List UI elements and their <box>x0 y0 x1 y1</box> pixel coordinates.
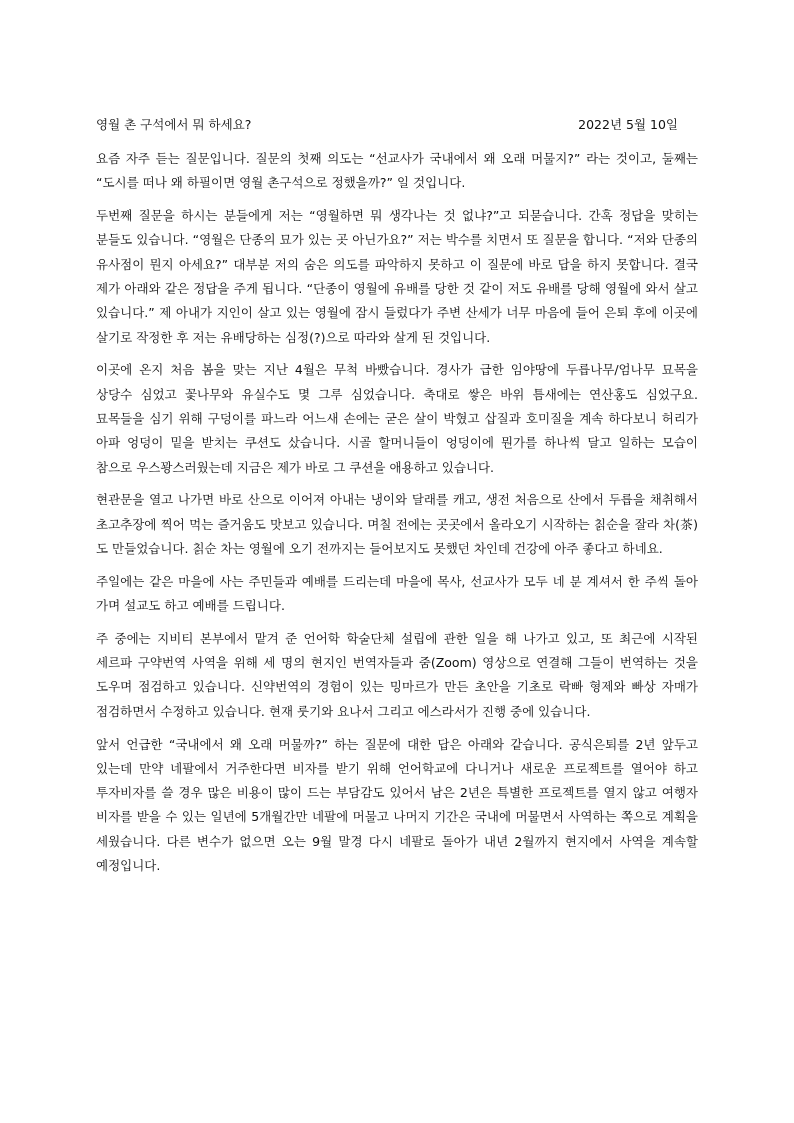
letter-date: 2022년 5월 10일 <box>578 117 678 132</box>
paragraph-2: 두번째 질문을 하시는 분들에게 저는 “영월하면 뭐 생각나는 것 없냐?”고 되묻습니다. 간혹 정답을 맞히는 분들도 있습니다. “영월은 단종의 묘가 있는 곳 아닌가요?” 저는 박수를 치면서 또 질문을 합니다. “저와 단종의 유사점이 뭔지 아세요?” 대부분 저의 숨은 의도를 파악하지 못하고 이 질문에 바로 답을 하지 못합니다. 결국 제가 아래와 같은 정답을 주게 됩니다. “단종이 영월에 유배를 당한 것 같이 저도 유배를 당해 영월에 와서 살고 있습니다.” 제 아내가 지인이 살고 있는 영월에 잠시 들렀다가 주변 산세가 너무 마음에 들어 은퇴 후에 이곳에 살기로 작정한 후 저는 유배당하는 심정(?)으로 따라와 살게 된 것입니다. <box>96 208 698 345</box>
letter-title: 영월 촌 구석에서 뭐 하세요? <box>96 117 252 132</box>
paragraph-3: 이곳에 온지 처음 봄을 맞는 지난 4월은 무척 바빴습니다. 경사가 급한 임야땅에 두릅나무/엄나무 묘목을 상당수 심었고 꽃나무와 유실수도 몇 그루 심었습니다. 축대로 쌓은 바위 틈새에는 연산홍도 심었구요. 묘목들을 심기 위해 구덩이를 파느라 어느새 손에는 굳은 살이 박혔고 삽질과 호미질을 계속 하다보니 허리가 아파 엉덩이 밑을 받치는 쿠션도 샀습니다. 시골 할머니들이 엉덩이에 뭔가를 하나씩 달고 일하는 모습이 참으로 우스꽝스러웠는데 지금은 제가 바로 그 쿠션을 애용하고 있습니다. <box>96 362 698 475</box>
letter-header <box>96 113 698 137</box>
paragraph-7: 앞서 언급한 “국내에서 왜 오래 머물까?” 하는 질문에 대한 답은 아래와 같습니다. 공식은퇴를 2년 앞두고 있는데 만약 네팔에서 거주한다면 비자를 받기 위해 언어학교에 다니거나 새로운 프로젝트를 열어야 하고 투자비자를 쓸 경우 많은 비용이 많이 드는 부담감도 있어서 남은 2년은 특별한 프로젝트를 열지 않고 여행자 비자를 받을 수 있는 일년에 5개월간만 네팔에 머물고 나머지 기간은 국내에 머물면서 사역하는 쪽으로 계획을 세웠습니다. 다른 변수가 없으면 오는 9월 말경 다시 네팔로 돌아가 내년 2월까지 현지에서 사역을 계속할 예정입니다. <box>96 736 698 874</box>
paragraph-5: 주일에는 같은 마을에 사는 주민들과 예배를 드리는데 마을에 목사, 선교사가 모두 네 분 계셔서 한 주씩 돌아 가며 설교도 하고 예배를 드립니다. <box>96 573 698 614</box>
paragraph-4: 현관문을 열고 나가면 바로 산으로 이어져 아내는 냉이와 달래를 캐고, 생전 처음으로 산에서 두릅을 채취해서 초고추장에 찍어 먹는 즐거움도 맛보고 있습니다. 며칠 전에는 곳곳에서 올라오기 시작하는 칡순을 잘라 차(茶)도 만들었습니다. 칡순 차는 영월에 오기 전까지는 들어보지도 못했던 차인데 건강에 아주 좋다고 하네요. <box>96 492 698 556</box>
letter-page <box>96 113 698 887</box>
paragraph-1: 요즘 자주 듣는 질문입니다. 질문의 첫째 의도는 “선교사가 국내에서 왜 오래 머물지?” 라는 것이고, 둘째는 “도시를 떠나 왜 하필이면 영월 촌구석으로 정했을까?” 일 것입니다. <box>96 151 698 191</box>
paragraph-6: 주 중에는 지비티 본부에서 맡겨 준 언어학 학술단체 설립에 관한 일을 해 나가고 있고, 또 최근에 시작된 세르파 구약번역 사역을 위해 세 명의 현지인 번역자들과 줌(Zoom) 영상으로 연결해 그들이 번역하는 것을 도우며 점검하고 있습니다. 신약번역의 경험이 있는 밍마르가 만든 초안을 기초로 락빠 형제와 빠상 자매가 점검하면서 수정하고 있습니다. 현재 룻기와 요나서 그리고 에스라서가 진행 중에 있습니다. <box>96 630 698 719</box>
